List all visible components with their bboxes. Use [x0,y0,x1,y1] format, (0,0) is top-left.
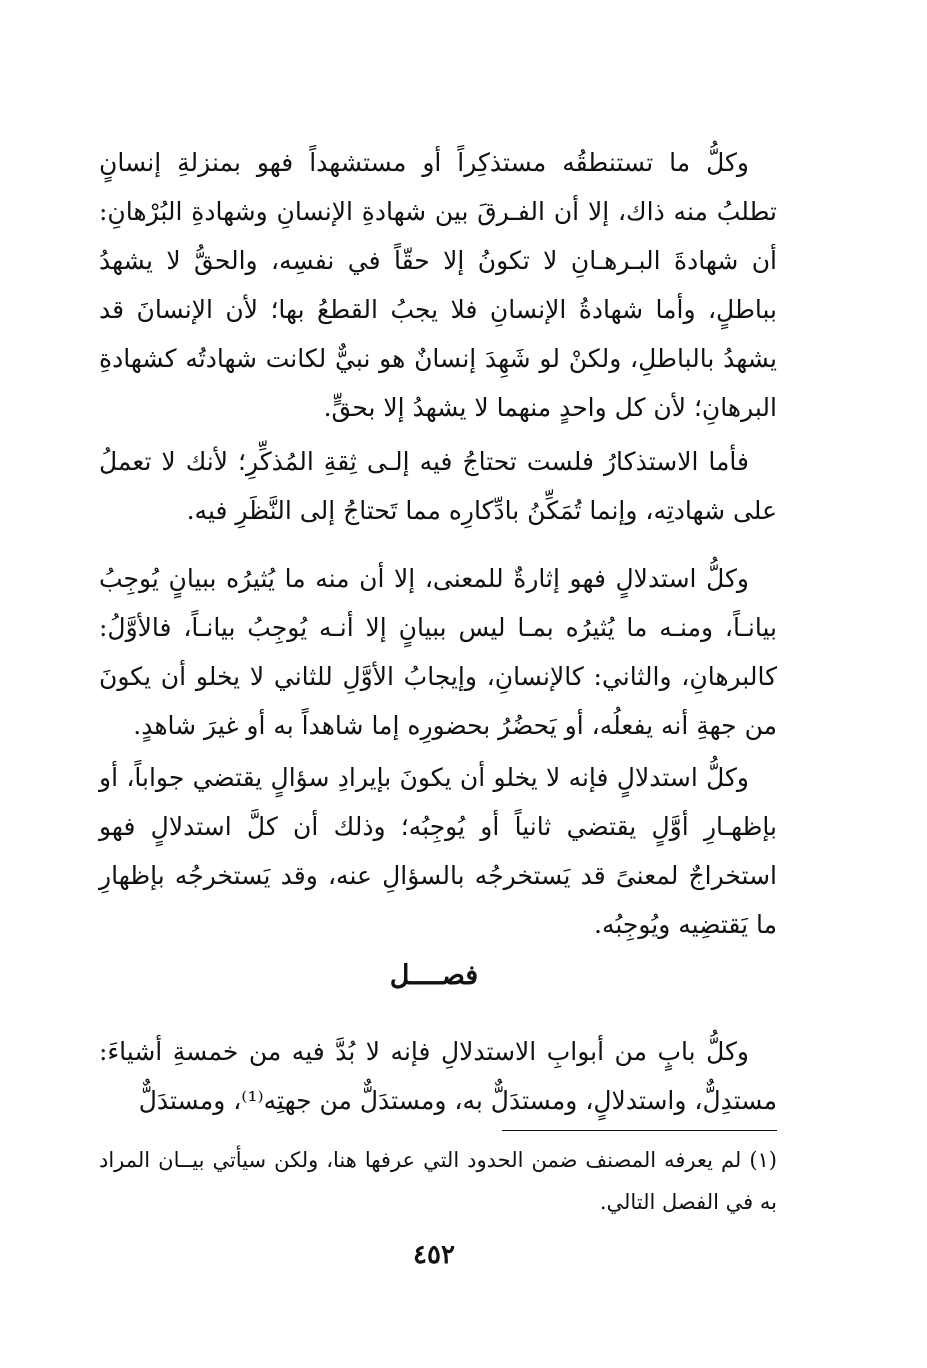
paragraph-five-things: وكلُّ بابٍ من أبوابِ الاستدلالِ فإنه لا بُدَّ فيه من خمسةِ أشياءَ: مستدِلٌّ، واستدلالٍ، ومستدَلٌّ به، ومستدَلٌّ من جهتِه⁽¹⁾، ومستدَلٌّ [99,1037,777,1115]
paragraph-inference-question: وكلُّ استدلالٍ فإنه لا يخلو أن يكونَ بإيرادِ سؤالٍ يقتضي جواباً، أو بإظهـارِ أوَّلٍ يقتضي ثانياً أو يُوجِبُه؛ وذلك أن كلَّ استدلالٍ فهو استخراجٌ لمعنىً قد يَستخرجُه بالسؤالِ عنه، وقد يَستخرجُه بإظهارِ ما يَقتضِيه ويُوجِبُه. [99,763,777,939]
paragraph-recollection: فأما الاستذكارُ فلست تحتاجُ فيه إلـى ثِقةِ المُذكِّرِ؛ لأنك لا تعملُ على شهادتِه، وإنما تُمَكِّنُ بادِّكارِه مما تَحتاجُ إلى النَّظَرِ فيه. [99,447,777,525]
body-text-block [99,554,777,750]
paragraph-inference-meaning: وكلُّ استدلالٍ فهو إثارةٌ للمعنى، إلا أن منه ما يُثيرُه ببيانٍ يُوجِبُ بيانـاً، ومنـه ما يُثيرُه بمـا ليس ببيانٍ إلا أنـه يُوجِبُ بيانـاً، فالأوَّلُ: كالبرهانِ، والثاني: كالإنسانِ، وإيجابُ الأوَّلِ للثاني لا يخلو أن يكونَ من جهةِ أنه يفعلُه، أو يَحضُرُ بحضورِه إما شاهداً به أو غيرَ شاهدٍ. [99,564,777,740]
paragraph-testimony: وكلُّ ما تستنطقُه مستذكِراً أو مستشهداً فهو بمنزلةِ إنسانٍ تطلبُ منه ذاك، إلا أن الفـرقَ بين شهادةِ الإنسانِ وشهادةِ البُرْهانِ: أن شهادةَ البـرهـانِ لا تكونُ إلا حقّاً في نفسِه، والحقُّ لا يشهدُ بباطلٍ، وأما شهادةُ الإنسانِ فلا يجبُ القطعُ بها؛ لأن الإنسانَ قد يشهدُ بالباطلِ، ولكنْ لو شَهِدَ إنسانٌ هو نبيٌّ لكانت شهادتُه كشهادةِ البرهانِ؛ لأن كل واحدٍ منهما لا يشهدُ إلا بحقٍّ. [99,148,777,422]
body-text-block [99,138,777,432]
section-heading: فصــــل [389,960,479,991]
body-text-block [99,1027,777,1125]
footnote: (١) لم يعرفه المصنف ضمن الحدود التي عرفها هنا، ولكن سيأتي بيــان المراد به في الفصل التالي. [99,1148,777,1214]
body-text-block [99,437,777,535]
body-text-block [99,753,777,949]
page-number: ٤٥٢ [413,1240,455,1270]
footnote-divider [502,1130,777,1131]
